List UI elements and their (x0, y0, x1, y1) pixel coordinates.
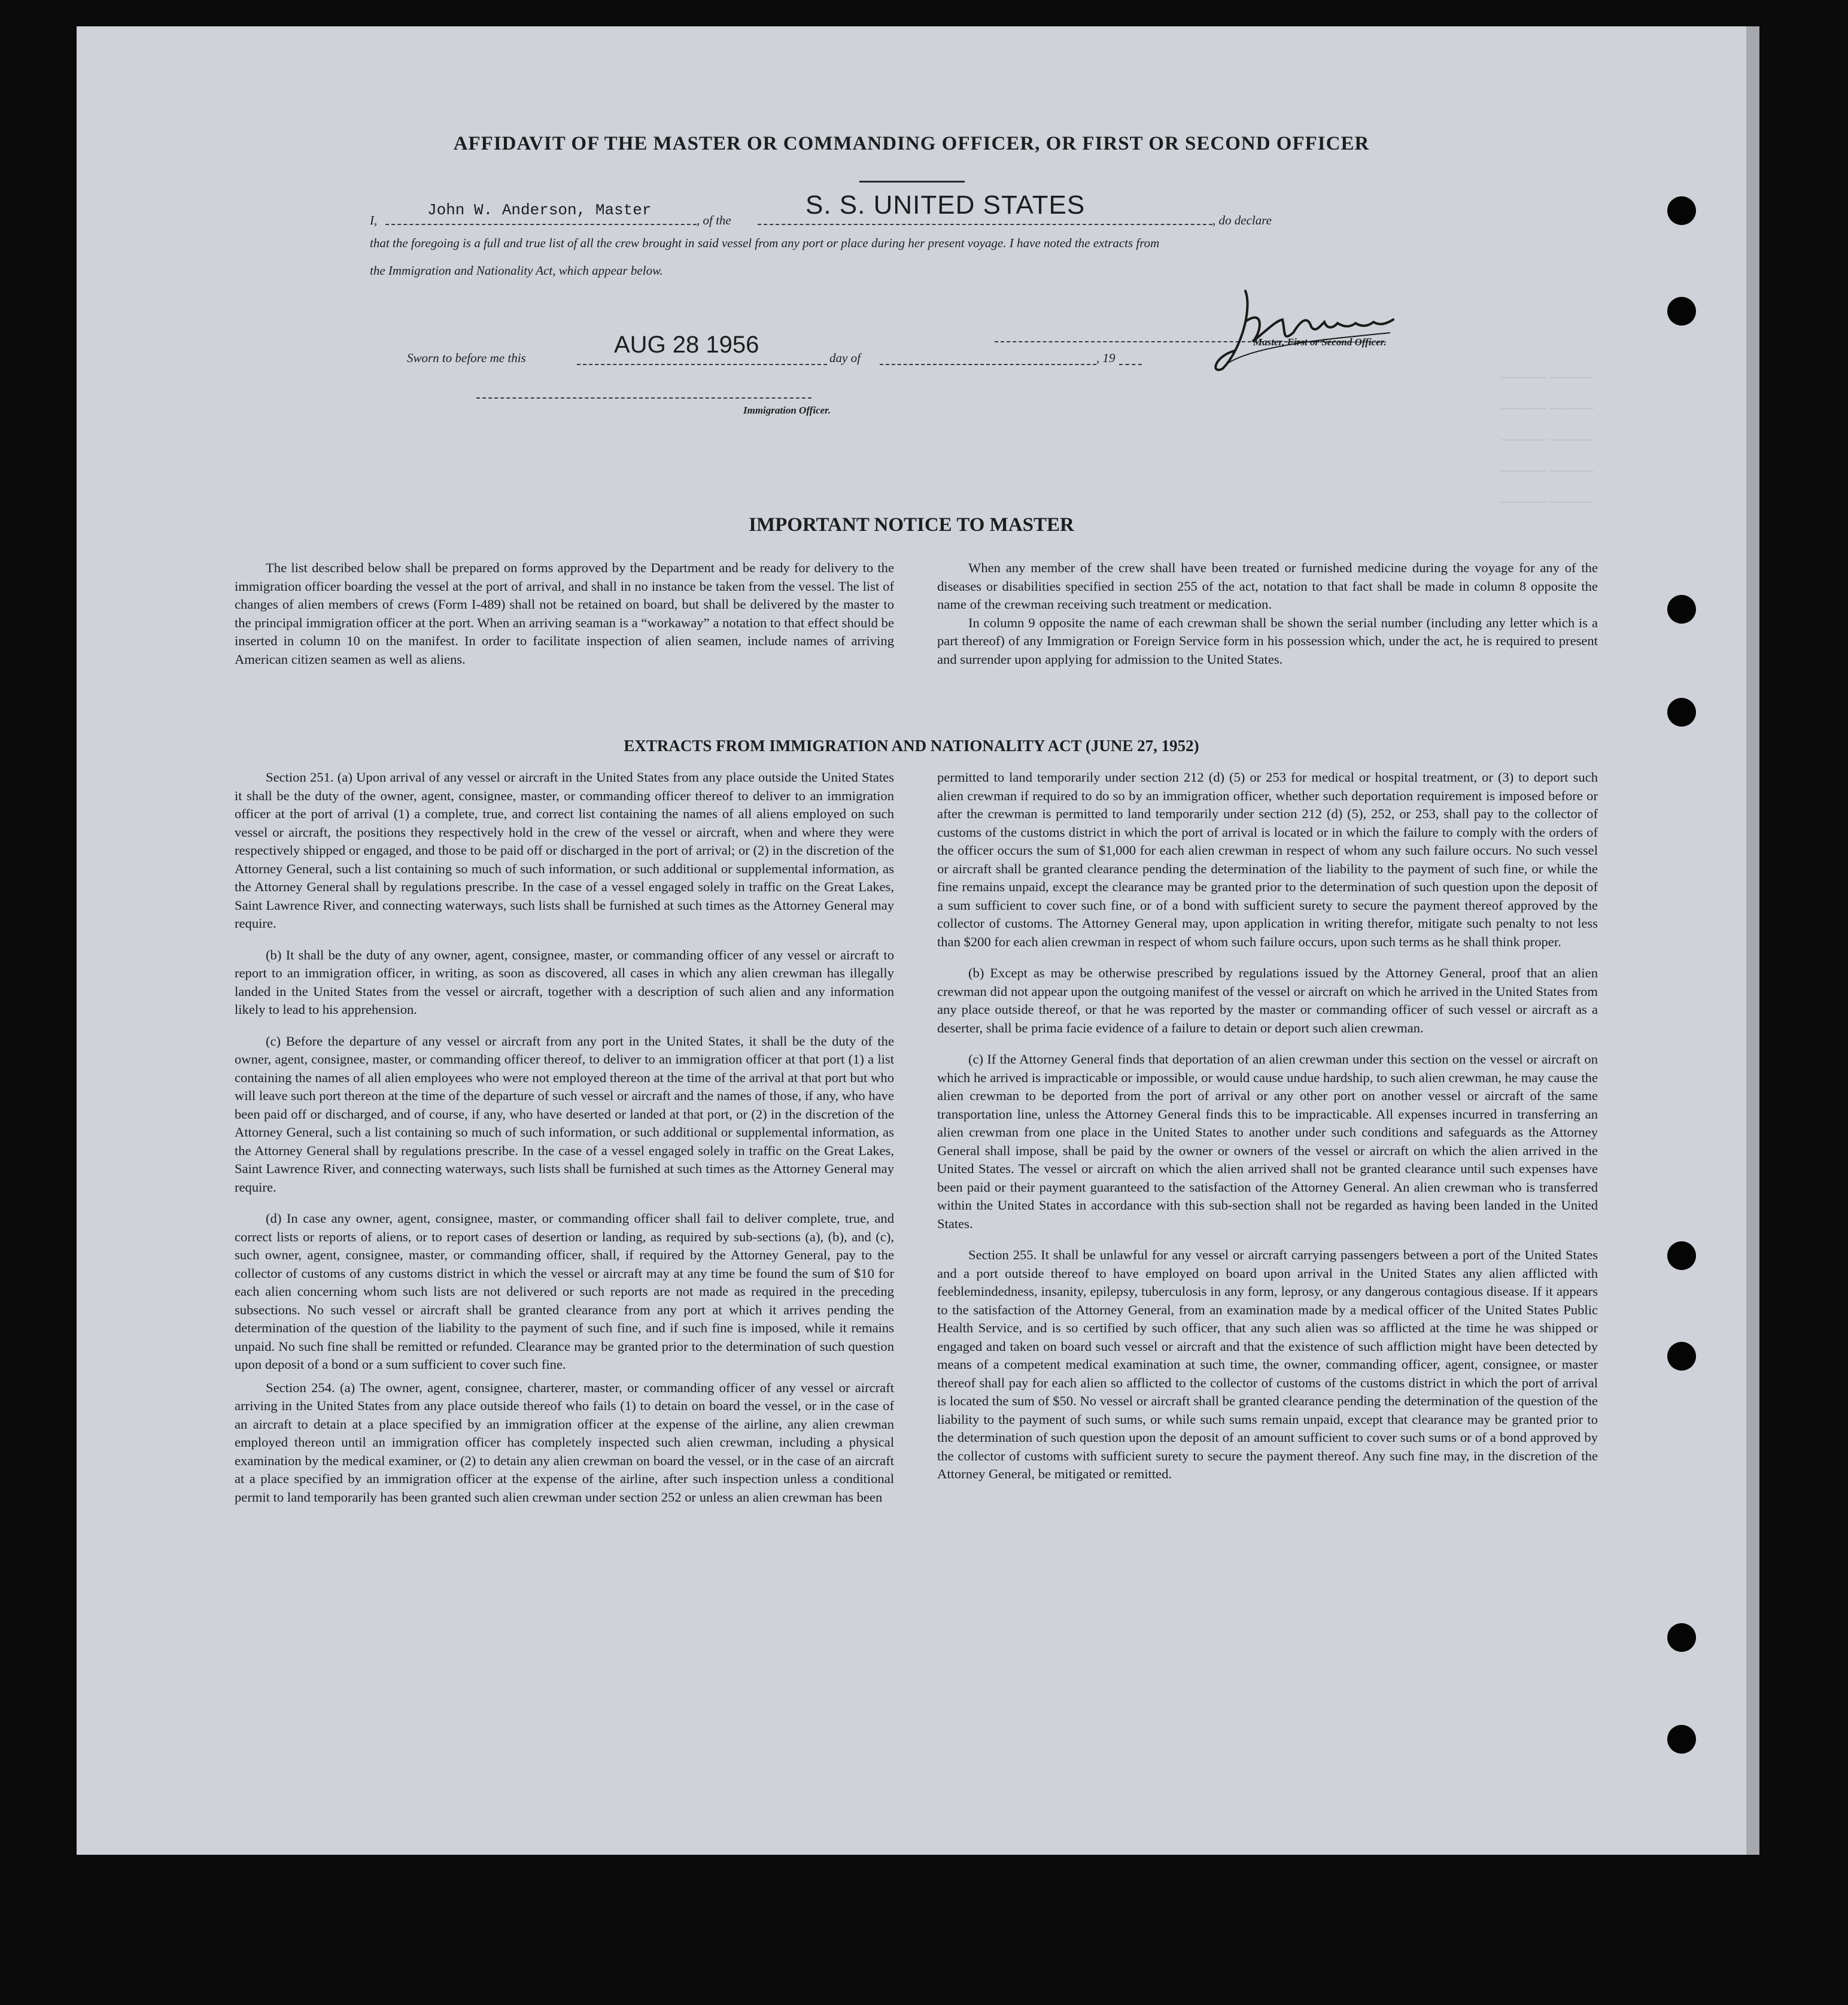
binder-hole (1667, 297, 1696, 326)
affidavit-do-declare: , do declare (1212, 213, 1272, 227)
section-254-c: (c) If the Attorney General finds that deportation of an alien crewman under this section on the vessel or aircraft on which he arrived is impracticable or impossible, or would cause undue hardship, to such alien crewman, he may cause the alien crewman to be deported from the port of arrival or any other port on another vessel or aircraft of the same transportation line, unless the Attorney General finds this to be impracticable. All expenses incurred in transferring an alien crewman from one place in the United States to another under such conditions and safeguards as the Attorney General shall impose, shall be paid by the owner or owners of the vessel or aircraft on which the alien arrived in the United States. The vessel or aircraft on which the alien arrived shall not be granted clearance until such expenses have been paid or their payment guaranteed to the satisfaction of the Attorney General. An alien crewman who is transferred within the United States in accordance with this sub-section shall not be regarded as having been landed in the United States. (937, 1052, 1598, 1231)
section-255: Section 255. It shall be unlawful for any vessel or aircraft carrying passengers between a port of the United States and a port outside thereof to have employed on board upon arrival in the United States any alien afflicted with feeblemindedness, insanity, epilepsy, tuberculosis in any form, leprosy, or any dangerous contagious disease. If it appears to the satisfaction of the Attorney General, from an examination made by a medical officer of the United States Public Health Service, and is so certified by such officer, that any such alien was so afflicted at the time he was shipped or engaged and taken on board such vessel or aircraft and that the existence of such affliction might have been detected by means of a competent medical examination at such time, the owner, commanding officer, agent, consignee, or master thereof shall pay for each alien so afflicted to the collector of customs of the customs district in which the port of arrival is located the sum of $50. No vessel or aircraft shall be granted clearance pending the determination of the question of the liability to the payment of such sums, or while such sums remain unpaid, except that clearance may be granted prior to the determination of such question upon the deposit of an amount sufficient to cover such sums or of a bond approved by the collector of customs with sufficient surety to secure the payment thereof. Any such fine may, in the discretion of the Attorney General, be mitigated or remitted. (937, 1247, 1598, 1481)
notice-left-column (235, 559, 894, 673)
binder-hole (1667, 1241, 1696, 1270)
affidavit-statement-line2: the Immigration and Nationality Act, which appear below. (370, 263, 663, 278)
section-251-a: Section 251. (a) Upon arrival of any vessel or aircraft in the United States from any place outside the United States it shall be the duty of the owner, agent, consignee, master, or commanding officer thereof to deliver to an immigration officer at the port of arrival (1) a complete, true, and correct list containing the names of all aliens employed on such vessel or aircraft, the positions they respectively hold in the crew of the vessel or aircraft, when and where they were respectively shipped or engaged, and those to be paid off or discharged in the port of arrival; or (2) in the discretion of the Attorney General, such a list containing so much of such information, or such additional or supplemental information, as the Attorney General shall by regulations prescribe. In the case of a vessel engaged solely in traffic on the Great Lakes, Saint Lawrence River, and connecting waterways, such lists shall be furnished at such times as the Attorney General may require. (235, 770, 894, 931)
sworn-date-stamp: AUG 28 1956 (614, 332, 759, 358)
notice-right-paragraph-2: In column 9 opposite the name of each crewman shall be shown the serial number (including any letter which is a part thereof) of any Immigration or Foreign Service form in his possession which, under the act, he is required to present and surrender upon applying for admission to the United States. (937, 615, 1598, 667)
affidavit-title: AFFIDAVIT OF THE MASTER OR COMMANDING OFFICER, OR FIRST OR SECOND OFFICER (453, 133, 1370, 154)
binder-hole (1667, 595, 1696, 624)
binder-hole (1667, 196, 1696, 225)
section-254-a-continued: permitted to land temporarily under section 212 (d) (5) or 253 for medical or hospital treatment, or (3) to deport such alien crewman if required to do so by an immigration officer, whether such deportation requirement is imposed before or after the crewman is permitted to land temporarily under section 212 (d) (5), 252, or 253, shall pay to the collector of customs of the customs district in which the port of arrival is located or in which the failure to comply with the orders of the officer occurs the sum of $1,000 for each alien crewman in respect of whom any such failure occurs. No such vessel or aircraft shall be granted clearance pending the determination of the liability to the payment of such fine, or while the fine remains unpaid, except the clearance may be granted prior to the determination of such question upon the deposit of a sum sufficient to cover such fine, or of a bond with sufficient surety to secure the payment thereof approved by the collector of customs. The Attorney General may, upon application in writing therefor, mitigate such penalty to not less than $200 for each alien crewman in respect of whom such failure occurs, upon such terms as he shall think proper. (937, 770, 1598, 949)
vessel-line (758, 190, 1212, 225)
day-of-label: day of (829, 351, 861, 365)
declarant-line (385, 200, 697, 225)
caption-master: Master, (1253, 336, 1285, 348)
sworn-date-line (577, 332, 827, 365)
section-254-a: Section 254. (a) The owner, agent, consignee, charterer, master, or commanding officer of any vessel or aircraft arriving in the United States from any place outside thereof who fails (1) to detain on board the vessel, or in the case of an aircraft to detain at a place specified by an immigration officer at the expense of the airline, any alien crewman employed thereon until an immigration officer has completely inspected such alien crewman, including a physical examination by the medical examiner, or (2) to detain any alien crewman on board the vessel, or in the case of an aircraft at a place specified by an immigration officer at the expense of the airline, after such inspection unless a conditional permit to land temporarily has been granted such alien crewman under section 252 or unless an alien crewman has been (235, 1380, 894, 1505)
binder-hole (1667, 1342, 1696, 1371)
extracts-right-column (937, 768, 1598, 1488)
caption-struck-officer: First or Second Officer. (1287, 336, 1387, 348)
notice-title: IMPORTANT NOTICE TO MASTER (749, 514, 1074, 536)
binder-hole (1667, 1623, 1696, 1652)
sworn-prefix: Sworn to before me this (407, 351, 526, 365)
bleed-through-text: ──── ──── ──── ──── ──── ──── ──── ──── ──── ──── (1501, 368, 1594, 511)
year-line (1119, 342, 1142, 365)
signature-caption (1253, 336, 1387, 348)
immigration-officer-line (476, 385, 811, 399)
document-page (77, 26, 1759, 1855)
extracts-left-column (235, 768, 894, 1511)
extracts-title: EXTRACTS FROM IMMIGRATION AND NATIONALITY ACT (JUNE 27, 1952) (624, 737, 1199, 755)
notice-left-paragraph: The list described below shall be prepared on forms approved by the Department and be ready for delivery to the immigration officer boarding the vessel at the port of arrival, and shall in no instance be taken from the vessel. The list of changes of alien members of crews (Form I-489) shall not be retained on board, but shall be delivered by the master to the principal immigration officer at the port. When an arriving seaman is a “workaway” a notation to that effect should be inserted in column 10 on the manifest. In order to facilitate inspection of alien seamen, include names of arriving American citizen seamen as well as aliens. (235, 560, 894, 667)
section-254-b: (b) Except as may be otherwise prescribed by regulations issued by the Attorney General, proof that an alien crewman did not appear upon the outgoing manifest of the vessel or aircraft on which he arrived in the United States from any place outside thereof, or that he was reported by the master or commanding officer of such vessel or aircraft as a deserter, shall be prima facie evidence of a failure to detain or deport such alien crewman. (937, 965, 1598, 1035)
section-251-b: (b) It shall be the duty of any owner, agent, consignee, master, or commanding officer of any vessel or aircraft to report to an immigration officer, in writing, as soon as discovered, all cases in which any alien crewman has illegally landed in the United States from the vessel or aircraft, together with a description of such alien and any information likely to lead to his apprehension. (235, 947, 894, 1017)
declarant-name: John W. Anderson, Master (427, 201, 652, 219)
immigration-officer-caption: Immigration Officer. (743, 405, 831, 416)
binder-hole (1667, 1725, 1696, 1754)
section-251-d: (d) In case any owner, agent, consignee, master, or commanding officer shall fail to deliver complete, true, and correct lists or reports of aliens, or to report cases of desertion or landing, as required by sub-sections (a), (b), and (c), such owner, agent, consignee, master, or commanding officer, shall, if required by the Attorney General, pay to the collector of customs of any customs district in which the vessel or aircraft may at any time be found the sum of $10 for each alien concerning whom such lists are not delivered or such reports are not made as required in the preceding subsections. No such vessel or aircraft shall be granted clearance from any port at which it arrives pending the determination of the question of the liability to the payment of such fine, and if such fine is imposed, while it remains unpaid. No such fine shall be remitted or refunded. Clearance may be granted prior to the determination of such question upon deposit of a bond or a sum sufficient to cover such fine. (235, 1211, 894, 1372)
affidavit-statement-line1: that the foregoing is a full and true list of all the crew brought in said vessel from any port or place during her present voyage. I have noted the extracts from (370, 236, 1160, 250)
master-signature (1211, 285, 1396, 381)
vessel-name: S. S. UNITED STATES (806, 190, 1086, 220)
title-divider (859, 181, 965, 183)
affidavit-i-prefix: I, (370, 213, 378, 227)
notice-right-column (937, 559, 1598, 673)
affidavit-of-the: , of the (697, 213, 731, 227)
binder-hole (1667, 698, 1696, 727)
year-prefix: , 19 (1096, 351, 1116, 365)
month-line (880, 342, 1096, 365)
notice-right-paragraph-1: When any member of the crew shall have been treated or furnished medicine during the voyage for any of the diseases or disabilities specified in section 255 of the act, notation to that fact shall be made in column 8 opposite the name of the crewman receiving such treatment or medication. (937, 560, 1598, 612)
section-251-c: (c) Before the departure of any vessel or aircraft from any port in the United States, it shall be the duty of the owner, agent, consignee, master, or commanding officer thereof, to deliver to an immigration officer at that port (1) a list containing the names of all alien employees who were not employed thereon at the time of the arrival at that port but who will leave such port thereon at the time of the departure of such vessel or aircraft and the names of those, if any, who have been paid off or discharged, and of course, if any, who have deserted or landed at that port, or (2) in the discretion of the Attorney General, such a list containing so much of such information, or such additional or supplemental information, as the Attorney General shall by regulations prescribe. In the case of a vessel engaged solely in traffic on the Great Lakes, Saint Lawrence River, and connecting waterways, such lists shall be furnished at such times as the Attorney General may require. (235, 1033, 894, 1195)
